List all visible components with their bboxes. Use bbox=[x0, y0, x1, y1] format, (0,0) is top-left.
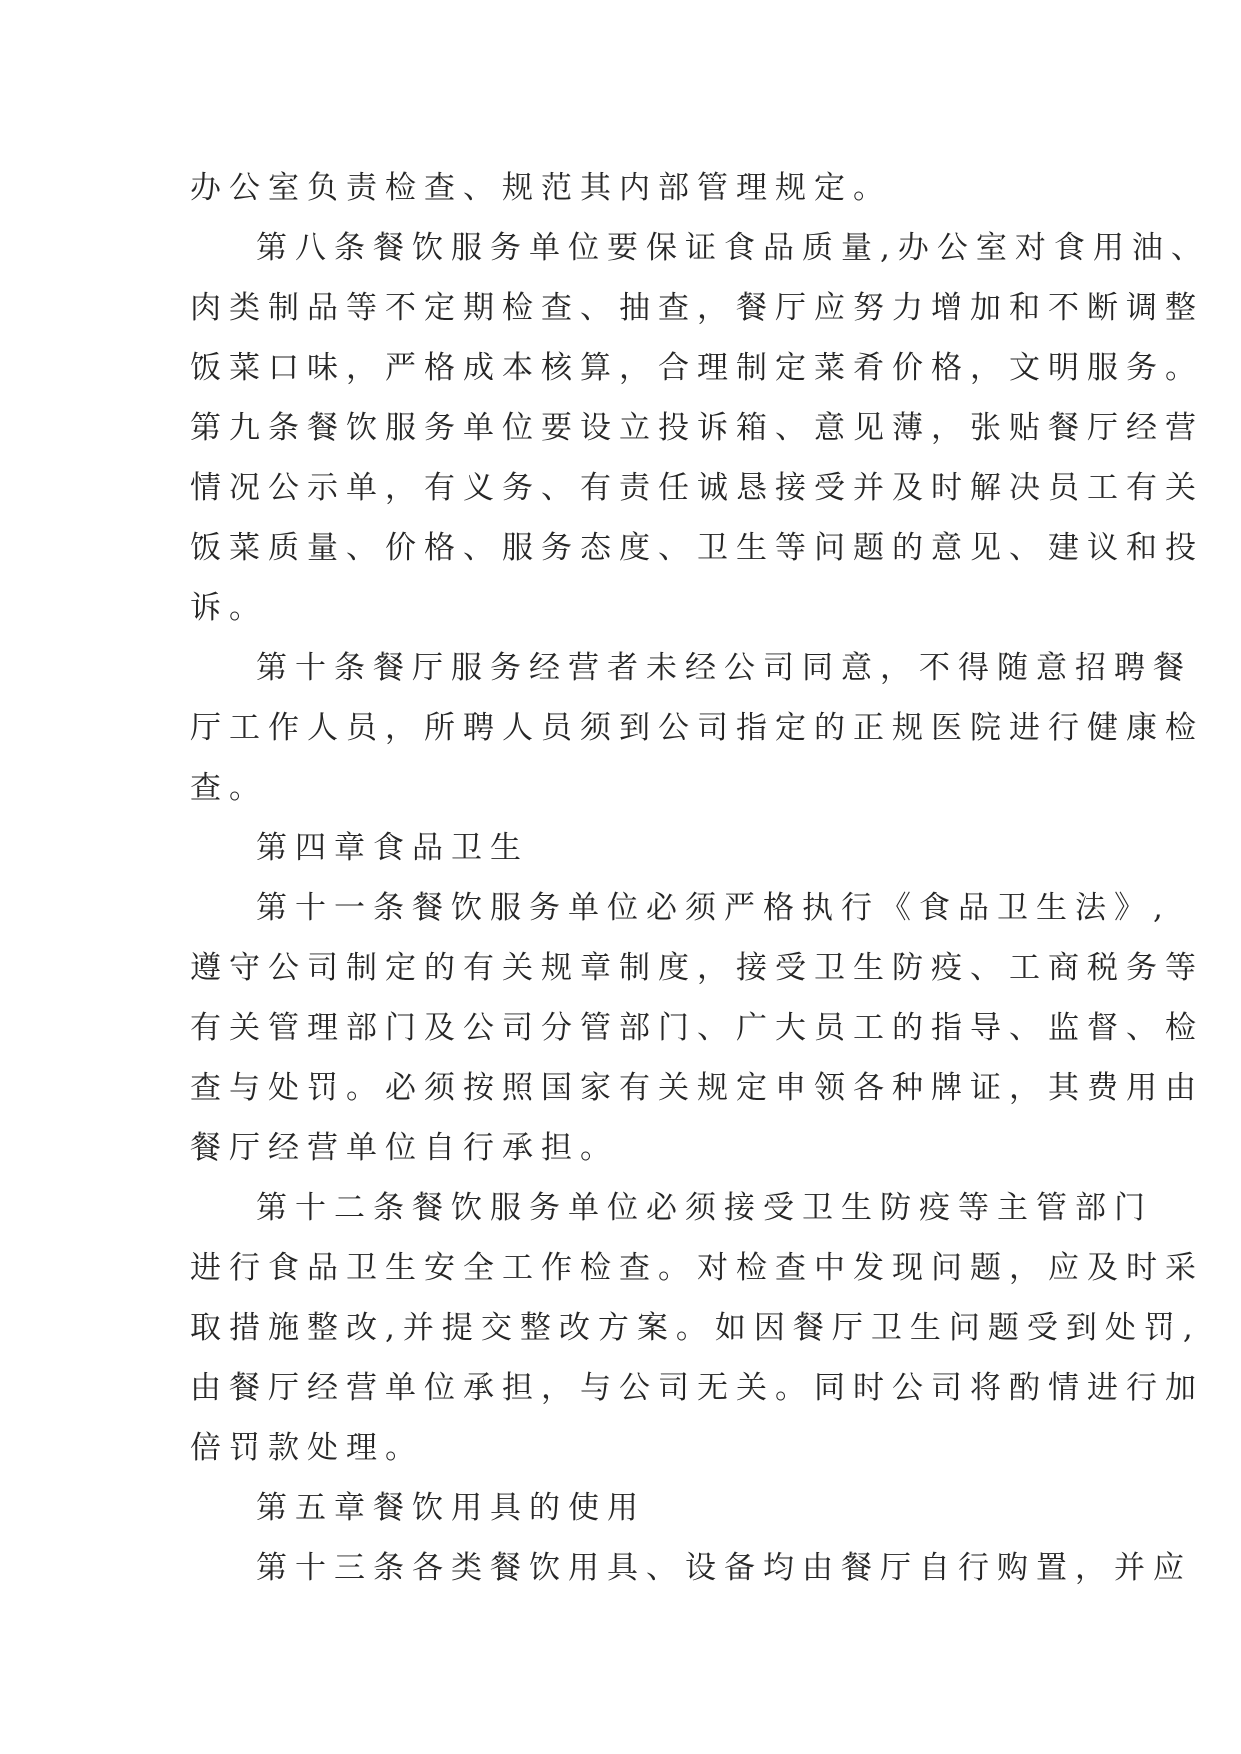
text-line: 进行食品卫生安全工作检查。对检查中发现问题，应及时采 bbox=[190, 1250, 1204, 1286]
text-line: 餐厅经营单位自行承担。 bbox=[190, 1130, 619, 1166]
text-line: 饭菜质量、价格、服务态度、卫生等问题的意见、建议和投 bbox=[190, 530, 1204, 566]
text-line: 诉。 bbox=[190, 590, 268, 626]
chapter-heading: 第五章餐饮用具的使用 bbox=[256, 1490, 646, 1526]
text-line: 办公室负责检查、规范其内部管理规定。 bbox=[190, 170, 892, 206]
text-line: 第十一条餐饮服务单位必须严格执行《食品卫生法》, bbox=[256, 890, 1171, 926]
text-line: 饭菜口味，严格成本核算，合理制定菜肴价格，文明服务。 bbox=[190, 350, 1204, 386]
document-body bbox=[190, 158, 1210, 1598]
text-line: 第八条餐饮服务单位要保证食品质量,办公室对食用油、 bbox=[256, 230, 1210, 266]
text-line: 第十三条各类餐饮用具、设备均由餐厅自行购置，并应 bbox=[256, 1550, 1192, 1586]
text-line: 第十条餐厅服务经营者未经公司同意，不得随意招聘餐 bbox=[256, 650, 1192, 686]
text-line: 厅工作人员，所聘人员须到公司指定的正规医院进行健康检 bbox=[190, 710, 1204, 746]
text-line: 肉类制品等不定期检查、抽查，餐厅应努力增加和不断调整 bbox=[190, 290, 1204, 326]
text-line: 有关管理部门及公司分管部门、广大员工的指导、监督、检 bbox=[190, 1010, 1204, 1046]
text-line: 倍罚款处理。 bbox=[190, 1430, 424, 1466]
text-line: 由餐厅经营单位承担，与公司无关。同时公司将酌情进行加 bbox=[190, 1370, 1204, 1406]
text-line: 遵守公司制定的有关规章制度，接受卫生防疫、工商税务等 bbox=[190, 950, 1204, 986]
text-line: 查与处罚。必须按照国家有关规定申领各种牌证，其费用由 bbox=[190, 1070, 1204, 1106]
text-line: 取措施整改,并提交整改方案。如因餐厅卫生问题受到处罚, bbox=[190, 1310, 1201, 1346]
text-line: 查。 bbox=[190, 770, 268, 806]
text-line: 第十二条餐饮服务单位必须接受卫生防疫等主管部门 bbox=[256, 1190, 1153, 1226]
chapter-heading: 第四章食品卫生 bbox=[256, 830, 529, 866]
text-line: 情况公示单，有义务、有责任诚恳接受并及时解决员工有关 bbox=[190, 470, 1204, 506]
text-line: 第九条餐饮服务单位要设立投诉箱、意见薄，张贴餐厅经营 bbox=[190, 410, 1204, 446]
